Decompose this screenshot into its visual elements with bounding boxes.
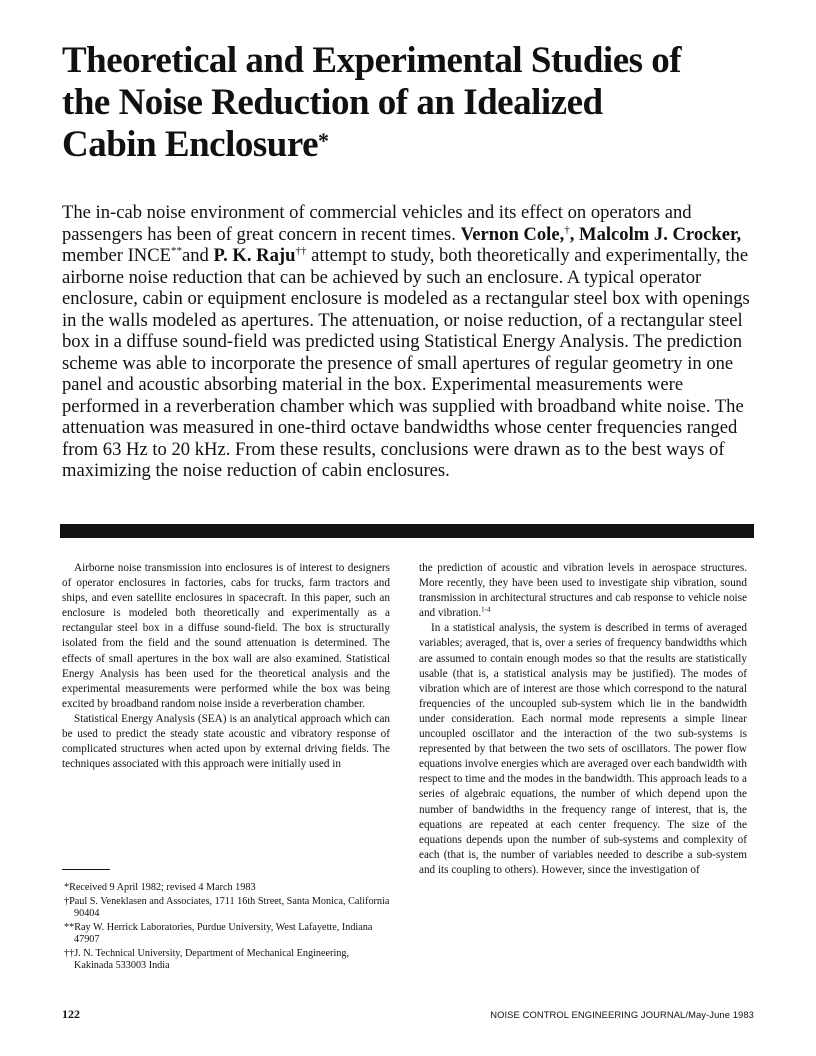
body-column-left: [62, 561, 390, 772]
author-1-mark: †: [564, 223, 570, 236]
author-malcolm-crocker: Malcolm J. Crocker,: [579, 223, 742, 245]
abstract-text-3: and: [181, 245, 209, 266]
reference-mark: 1-4: [481, 605, 491, 614]
body-paragraph-text: the prediction of acoustic and vibration levels in aerospace structures. More recently, they have been used to investigate ship vibration, sound transmission in architectural structures and cab response to vehicle noise and vibration.: [419, 562, 747, 620]
title-line-2: the Noise Reduction of an Idealized: [62, 82, 603, 123]
footnote-affiliation: **Ray W. Herrick Laboratories, Purdue University, West Lafayette, Indiana 47907: [64, 921, 373, 945]
body-paragraph: Statistical Energy Analysis (SEA) is an analytical approach which can be used to predict the steady state acoustic and vibratory response of complicated structures when acted upon by external driving fields. The techniques associated with this approach were initially used in: [62, 712, 390, 771]
title-footnote-mark: *: [318, 128, 329, 153]
body-paragraph: In a statistical analysis, the system is described in terms of averaged variables; averaged, that is, over a series of frequency bandwidths which are assumed to contain enough modes so that the results are statistically usable (that is, a statistical analysis may be justified). The modes of vibration which are of interest are those which correspond to the natural frequencies of the uncoupled sub-system which lie in the bandwidth under consideration. Each normal mode represents a simple linear uncoupled oscillator and the interaction of the two sub-systems is represented by that between the two sets of oscillators. The power flow equations involve energies which are averaged over each bandwidth with respect to time and the modes in the bandwidth. This approach leads to a series of algebraic equations, the number of which depend upon the number of bandwidths in the frequency range of interest, that is, the equations are repeated at each center frequency. The size of the equations depends upon the number of sub-systems and complexity of each (that is, the number of variables needed to describe a sub-system and its coupling to others). However, since the investigation of: [419, 622, 747, 876]
footnote-rule: [62, 869, 110, 870]
abstract-text-1: The in-cab noise environment of commercial vehicles and its effect on operators and passengers has been of great concern in recent times.: [62, 202, 692, 245]
body-paragraph: [419, 561, 747, 621]
member-mark: **: [170, 244, 182, 257]
section-divider-bar: [60, 524, 754, 538]
abstract-text-4: attempt to study, both theoretically and experimentally, the airborne noise reduction that can be achieved by such an enclosure. A typical operator enclosure, cabin or equipment enclosure is modeled as a rectangular steel box with openings in the walls modeled as apertures. The attenuation, or noise reduction, of a rectangular steel box in a diffuse sound-field was predicted using Statistical Energy Analysis. The prediction scheme was able to incorporate the presence of small apertures of regular geometry in one panel and acoustic absorbing material in the box. Experimental measurements were performed in a reverberation chamber which was supplied with broadband white noise. The attenuation was measured in one-third octave bandwidths whose center frequencies ranged from 63 Hz to 20 kHz. From these results, conclusions were drawn as to the best ways of maximizing the noise reduction of cabin enclosures.: [62, 245, 750, 481]
author-3-mark: ††: [295, 244, 307, 257]
abstract-text-2: member INCE: [62, 245, 171, 266]
article-title: [62, 40, 762, 166]
journal-footer: NOISE CONTROL ENGINEERING JOURNAL/May-June 1983: [490, 1009, 754, 1020]
author-pk-raju: P. K. Raju: [213, 245, 296, 266]
footnote-affiliation: †Paul S. Veneklasen and Associates, 1711 16th Street, Santa Monica, California 90404: [64, 895, 390, 919]
title-line-1: Theoretical and Experimental Studies of: [62, 40, 682, 81]
author-separator: ,: [569, 223, 575, 245]
body-paragraph: Airborne noise transmission into enclosures is of interest to designers of operator enclosures in factories, cabs for trucks, farm tractors and ships, and even satellite enclosures in spacecraft. In this paper, such an enclosure is modeled both theoretically and experimentally as a rectangular steel box in a diffuse sound-field. The box is structurally isolated from the field and the sound attenuation is determined. The effects of small apertures in the box wall are also examined. Statistical Energy Analysis has been used for the theoretical analysis and the experimental measurements were performed while the box was being excited by broadband random noise inside a reverberation chamber.: [62, 562, 390, 710]
footnote-affiliation: ††J. N. Technical University, Department of Mechanical Engineering, Kakinada 533003 India: [64, 947, 350, 971]
footnote-received: *Received 9 April 1982; revised 4 March 1983: [64, 882, 256, 893]
footnotes: [62, 882, 390, 974]
author-vernon-cole: Vernon Cole,: [460, 223, 565, 245]
page-number: 122: [62, 1007, 80, 1021]
title-line-3: Cabin Enclosure: [62, 124, 319, 165]
abstract: [62, 202, 762, 482]
body-column-right: [419, 561, 747, 878]
